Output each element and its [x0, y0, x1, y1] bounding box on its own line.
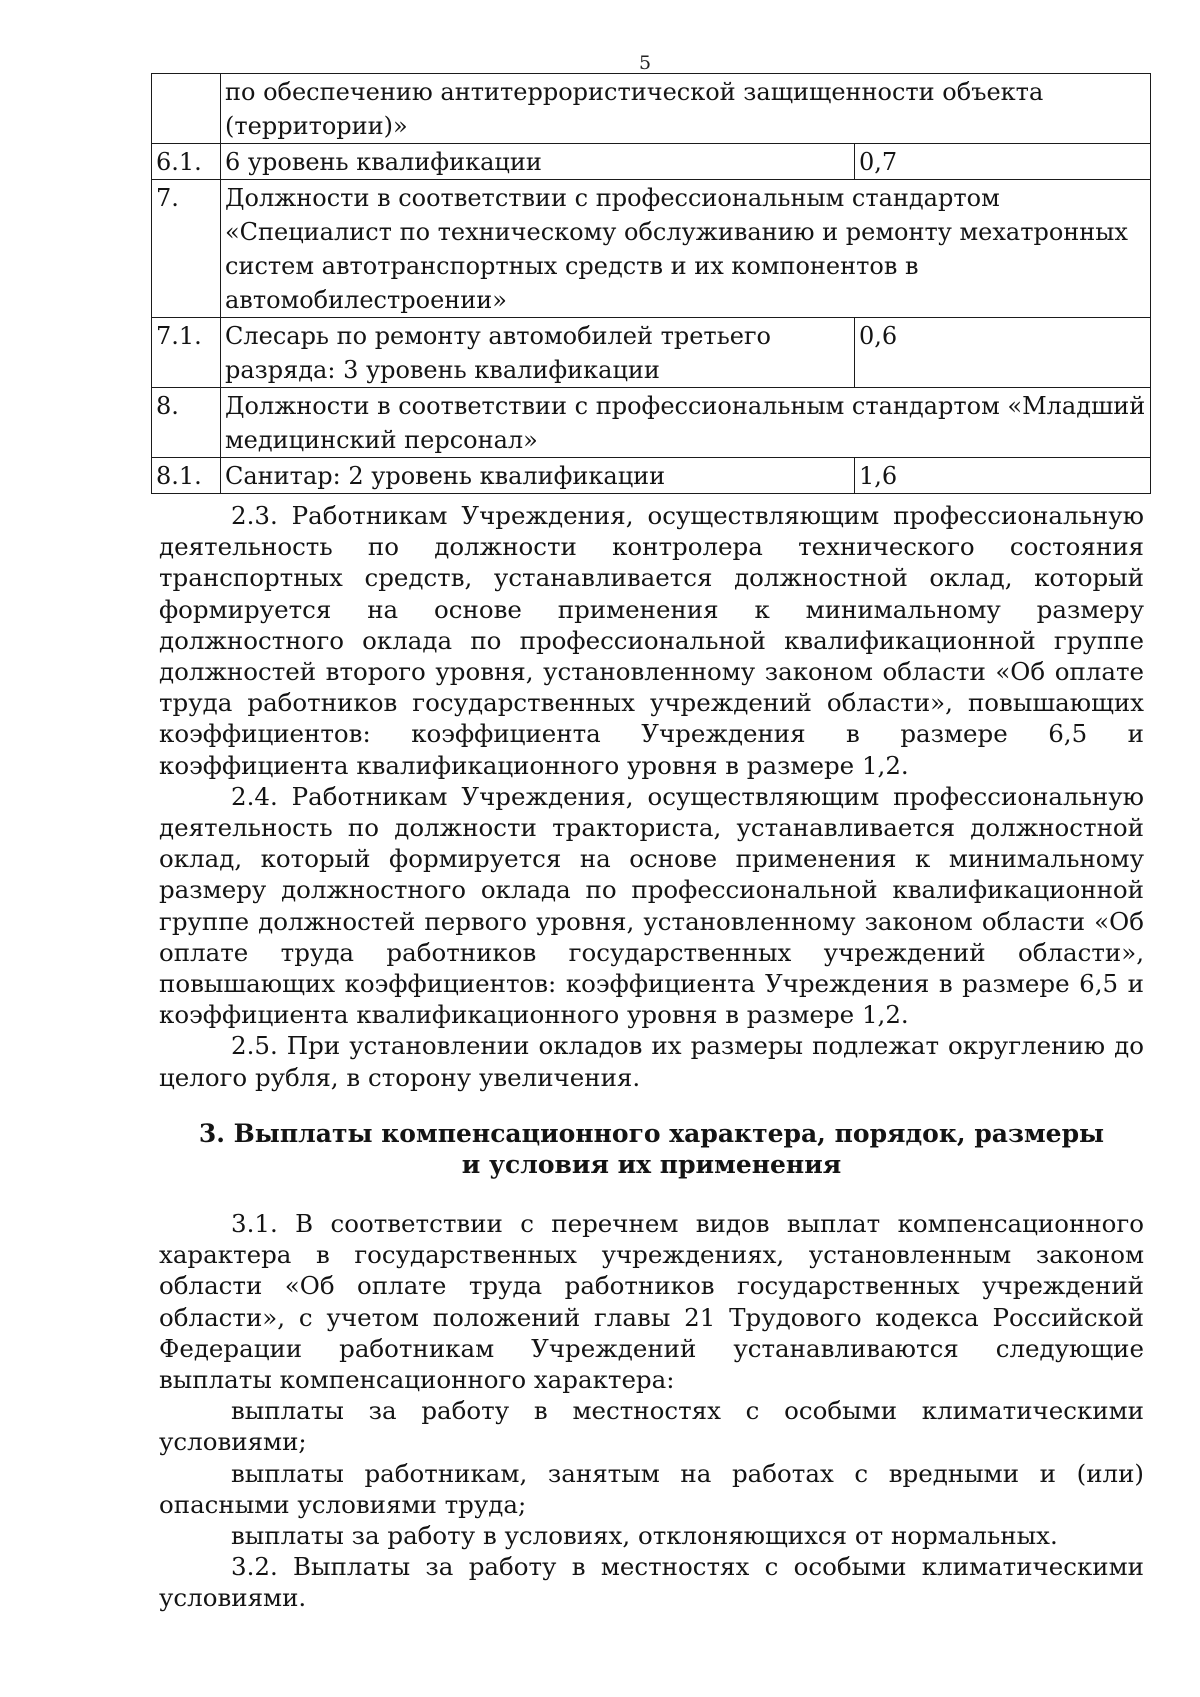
table-row	[152, 74, 1151, 144]
paragraph-2-3: 2.3. Работникам Учреждения, осуществляющим профессиональную деятельность по должности контролера технического состояния транспортных средств, устанавливается должностной оклад, который формируется на основе применения к минимальному размеру должностного оклада по профессиональной квалификационной группе должностей второго уровня, установленному законом области «Об оплате труда работников государственных учреждений области», повышающих коэффициентов: коэффициента Учреждения в размере 6,5 и коэффициента квалификационного уровня в размере 1,2.	[159, 501, 1144, 780]
table-row	[152, 144, 1151, 180]
row-coefficient: 0,6	[855, 318, 1151, 388]
table-row	[152, 458, 1151, 494]
paragraph-3-2: 3.2. Выплаты за работу в местностях с особыми климатическими условиями.	[159, 1552, 1144, 1613]
section-2-paragraphs	[159, 500, 1144, 1093]
page-number: 5	[638, 52, 652, 74]
list-item: выплаты работникам, занятым на работах с вредными и (или) опасными условиями труда;	[159, 1458, 1144, 1519]
list-item: выплаты за работу в местностях с особыми климатическими условиями;	[159, 1396, 1144, 1457]
row-text: 6 уровень квалификации	[221, 144, 855, 180]
table-row	[152, 388, 1151, 458]
table-row	[152, 318, 1151, 388]
row-text: по обеспечению антитеррористической защищенности объекта (территории)»	[221, 74, 1151, 144]
paragraph-2-4: 2.4. Работникам Учреждения, осуществляющим профессиональную деятельность по должности тракториста, устанавливается должностной оклад, который формируется на основе применения к минимальному размеру должностного оклада по профессиональной квалификационной группе должностей первого уровня, установленному законом области «Об оплате труда работников государственных учреждений области», повышающих коэффициентов: коэффициента Учреждения в размере 6,5 и коэффициента квалификационного уровня в размере 1,2.	[159, 781, 1144, 1030]
qualification-table	[151, 73, 1151, 494]
row-text: Санитар: 2 уровень квалификации	[221, 458, 855, 494]
row-text: Должности в соответствии с профессиональным стандартом «Специалист по техническому обслуживанию и ремонту мехатронных систем автотранспортных средств и их компонентов в автомобилестроении»	[221, 180, 1151, 318]
section-3-heading	[159, 1118, 1144, 1180]
section-3-paragraphs	[159, 1208, 1144, 1614]
row-number: 7.	[152, 180, 221, 318]
row-number: 6.1.	[152, 144, 221, 180]
row-coefficient: 0,7	[855, 144, 1151, 180]
row-number: 8.	[152, 388, 221, 458]
list-item: выплаты за работу в условиях, отклоняющихся от нормальных.	[231, 1521, 1058, 1551]
row-text: Должности в соответствии с профессиональным стандартом «Младший медицинский персонал»	[221, 388, 1151, 458]
paragraph-3-1: 3.1. В соответствии с перечнем видов выплат компенсационного характера в государственных учреждениях, установленным законом области «Об оплате труда работников государственных учреждений области», с учетом положений главы 21 Трудового кодекса Российской Федерации работникам Учреждений устанавливаются следующие выплаты компенсационного характера:	[159, 1209, 1144, 1395]
row-text: Слесарь по ремонту автомобилей третьего разряда: 3 уровень квалификации	[221, 318, 855, 388]
table-row	[152, 180, 1151, 318]
section-heading-line-1: 3. Выплаты компенсационного характера, порядок, размеры	[198, 1119, 1105, 1148]
paragraph-2-5: 2.5. При установлении окладов их размеры подлежат округлению до целого рубля, в сторону увеличения.	[159, 1031, 1144, 1092]
row-coefficient: 1,6	[855, 458, 1151, 494]
row-number	[152, 74, 221, 144]
row-number: 7.1.	[152, 318, 221, 388]
section-heading-line-2: и условия их применения	[461, 1150, 842, 1179]
row-number: 8.1.	[152, 458, 221, 494]
